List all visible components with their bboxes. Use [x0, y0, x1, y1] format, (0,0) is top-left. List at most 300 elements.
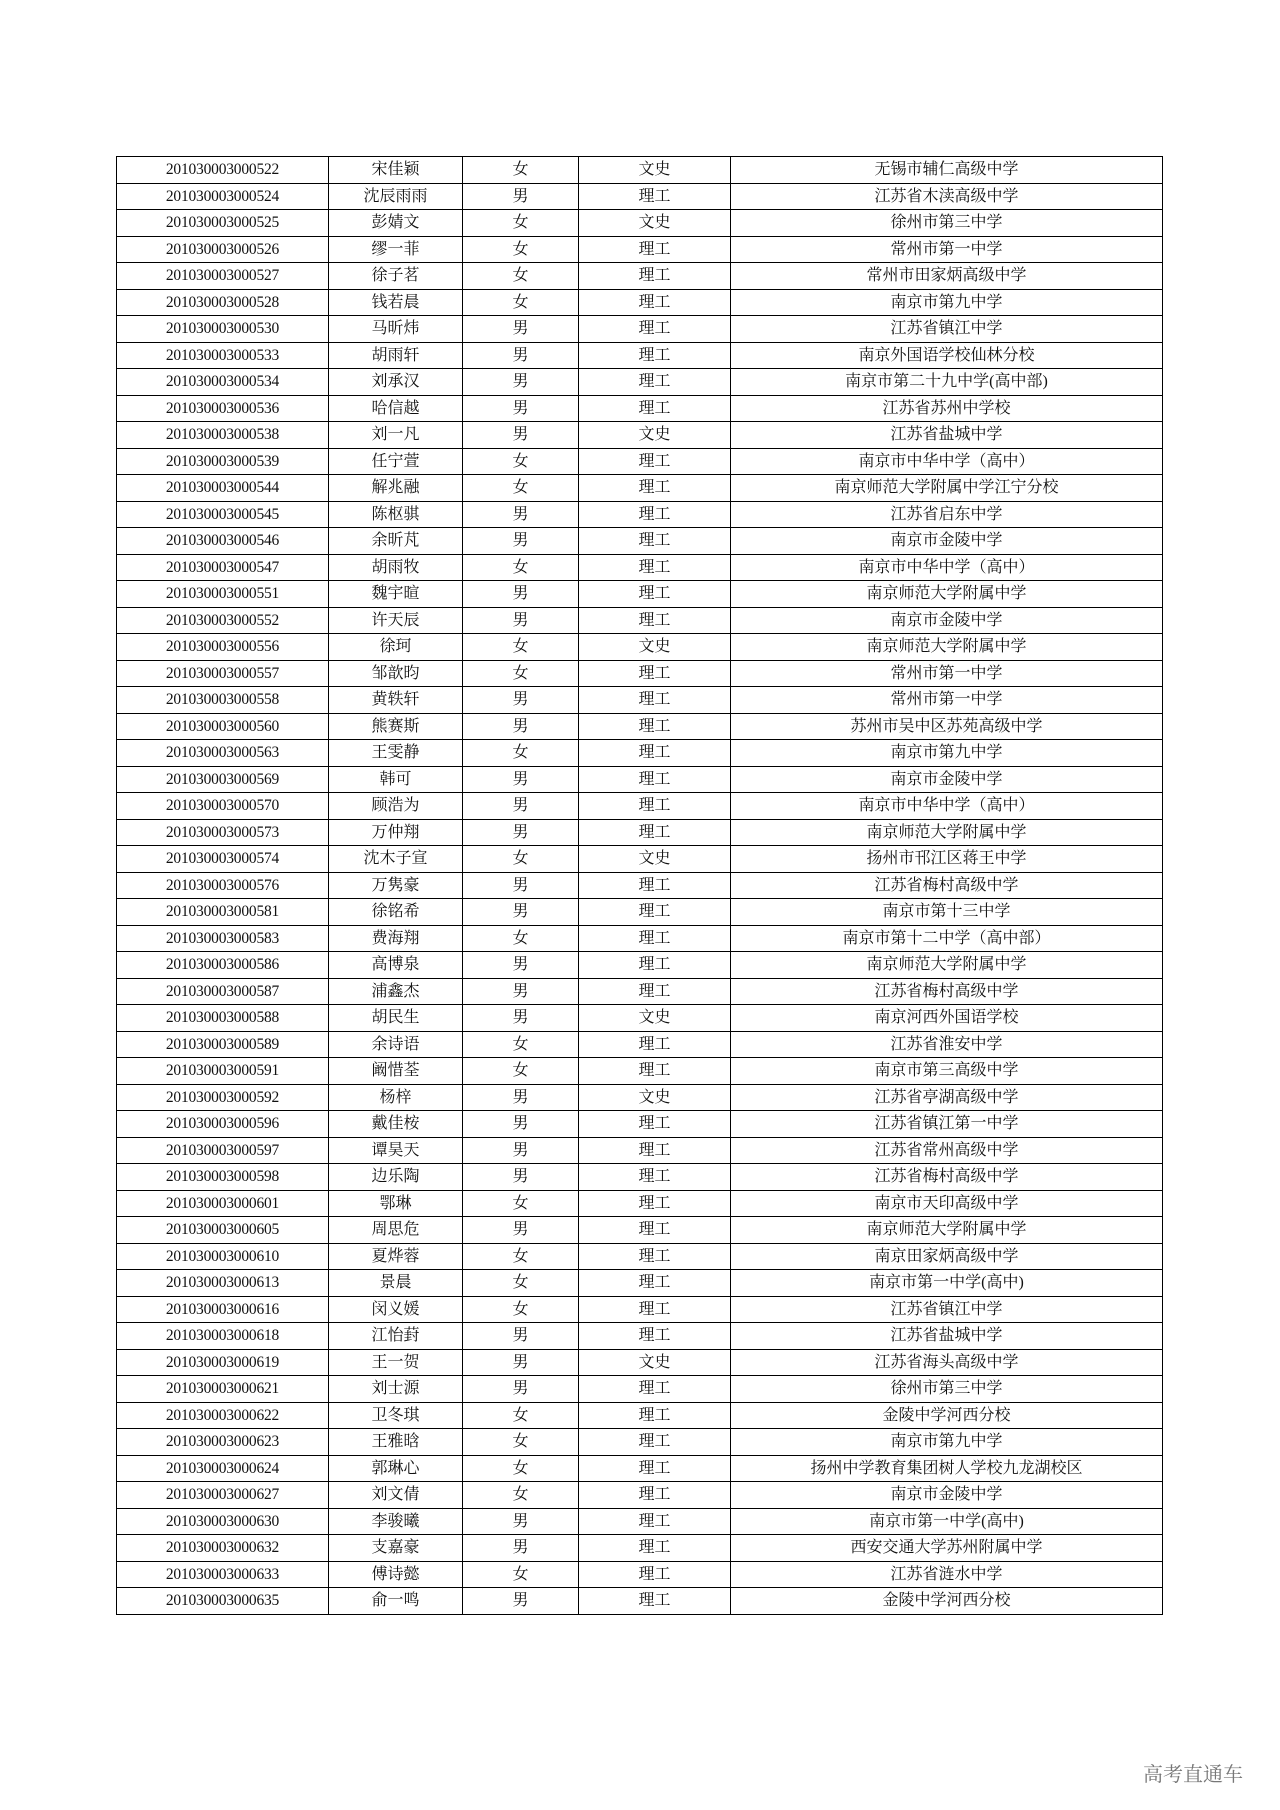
name-cell: 徐珂 — [329, 634, 463, 661]
category-cell: 理工 — [579, 713, 731, 740]
table-row — [117, 1111, 1163, 1138]
name-cell: 阚惜荃 — [329, 1058, 463, 1085]
school-cell: 扬州中学教育集团树人学校九龙湖校区 — [731, 1455, 1163, 1482]
gender-cell: 男 — [463, 1588, 579, 1615]
name-cell: 解兆融 — [329, 475, 463, 502]
gender-cell: 男 — [463, 766, 579, 793]
table-row — [117, 1137, 1163, 1164]
exam-id-cell: 201030003000613 — [117, 1270, 329, 1297]
exam-id-cell: 201030003000547 — [117, 554, 329, 581]
name-cell: 韩可 — [329, 766, 463, 793]
name-cell: 宋佳颖 — [329, 157, 463, 184]
table-row — [117, 1376, 1163, 1403]
category-cell: 理工 — [579, 236, 731, 263]
exam-id-cell: 201030003000583 — [117, 925, 329, 952]
gender-cell: 男 — [463, 1376, 579, 1403]
table-row — [117, 952, 1163, 979]
name-cell: 戴佳桉 — [329, 1111, 463, 1138]
school-cell: 常州市第一中学 — [731, 687, 1163, 714]
school-cell: 南京市第九中学 — [731, 289, 1163, 316]
name-cell: 支嘉豪 — [329, 1535, 463, 1562]
table-row — [117, 1270, 1163, 1297]
name-cell: 刘一凡 — [329, 422, 463, 449]
exam-id-cell: 201030003000624 — [117, 1455, 329, 1482]
school-cell: 江苏省木渎高级中学 — [731, 183, 1163, 210]
table-row — [117, 978, 1163, 1005]
gender-cell: 女 — [463, 925, 579, 952]
school-cell: 南京师范大学附属中学 — [731, 581, 1163, 608]
gender-cell: 男 — [463, 1164, 579, 1191]
school-cell: 南京河西外国语学校 — [731, 1005, 1163, 1032]
gender-cell: 男 — [463, 422, 579, 449]
name-cell: 刘承汉 — [329, 369, 463, 396]
category-cell: 理工 — [579, 289, 731, 316]
school-cell: 江苏省启东中学 — [731, 501, 1163, 528]
exam-id-cell: 201030003000605 — [117, 1217, 329, 1244]
exam-id-cell: 201030003000524 — [117, 183, 329, 210]
school-cell: 金陵中学河西分校 — [731, 1402, 1163, 1429]
category-cell: 理工 — [579, 342, 731, 369]
table-row — [117, 263, 1163, 290]
name-cell: 俞一鸣 — [329, 1588, 463, 1615]
school-cell: 常州市田家炳高级中学 — [731, 263, 1163, 290]
name-cell: 熊赛斯 — [329, 713, 463, 740]
school-cell: 南京市中华中学（高中） — [731, 554, 1163, 581]
table-row — [117, 581, 1163, 608]
gender-cell: 女 — [463, 660, 579, 687]
school-cell: 南京市第一中学(高中) — [731, 1508, 1163, 1535]
category-cell: 文史 — [579, 1084, 731, 1111]
category-cell: 理工 — [579, 607, 731, 634]
gender-cell: 男 — [463, 1084, 579, 1111]
table-row — [117, 369, 1163, 396]
exam-id-cell: 201030003000574 — [117, 846, 329, 873]
exam-id-cell: 201030003000530 — [117, 316, 329, 343]
table-row — [117, 1084, 1163, 1111]
gender-cell: 男 — [463, 342, 579, 369]
name-cell: 任宁萱 — [329, 448, 463, 475]
gender-cell: 女 — [463, 1243, 579, 1270]
name-cell: 高博泉 — [329, 952, 463, 979]
name-cell: 杨梓 — [329, 1084, 463, 1111]
gender-cell: 男 — [463, 793, 579, 820]
school-cell: 常州市第一中学 — [731, 236, 1163, 263]
exam-id-cell: 201030003000557 — [117, 660, 329, 687]
name-cell: 江怡葑 — [329, 1323, 463, 1350]
table-row — [117, 1482, 1163, 1509]
school-cell: 江苏省亭湖高级中学 — [731, 1084, 1163, 1111]
category-cell: 文史 — [579, 1005, 731, 1032]
table-row — [117, 1190, 1163, 1217]
table-row — [117, 1561, 1163, 1588]
gender-cell: 男 — [463, 1137, 579, 1164]
exam-id-cell: 201030003000618 — [117, 1323, 329, 1350]
table-row — [117, 422, 1163, 449]
name-cell: 胡雨轩 — [329, 342, 463, 369]
table-row — [117, 1217, 1163, 1244]
table-row — [117, 289, 1163, 316]
school-cell: 江苏省盐城中学 — [731, 1323, 1163, 1350]
exam-id-cell: 201030003000588 — [117, 1005, 329, 1032]
gender-cell: 男 — [463, 1323, 579, 1350]
exam-id-cell: 201030003000596 — [117, 1111, 329, 1138]
table-row — [117, 316, 1163, 343]
gender-cell: 男 — [463, 1005, 579, 1032]
gender-cell: 男 — [463, 1535, 579, 1562]
gender-cell: 男 — [463, 713, 579, 740]
exam-id-cell: 201030003000601 — [117, 1190, 329, 1217]
exam-id-cell: 201030003000534 — [117, 369, 329, 396]
exam-id-cell: 201030003000533 — [117, 342, 329, 369]
school-cell: 南京市金陵中学 — [731, 607, 1163, 634]
table-row — [117, 1296, 1163, 1323]
gender-cell: 女 — [463, 1296, 579, 1323]
exam-id-cell: 201030003000581 — [117, 899, 329, 926]
exam-id-cell: 201030003000635 — [117, 1588, 329, 1615]
gender-cell: 女 — [463, 1031, 579, 1058]
name-cell: 邹歆昀 — [329, 660, 463, 687]
name-cell: 边乐陶 — [329, 1164, 463, 1191]
exam-id-cell: 201030003000552 — [117, 607, 329, 634]
table-row — [117, 607, 1163, 634]
school-cell: 江苏省镇江中学 — [731, 316, 1163, 343]
exam-id-cell: 201030003000632 — [117, 1535, 329, 1562]
exam-id-cell: 201030003000522 — [117, 157, 329, 184]
gender-cell: 男 — [463, 183, 579, 210]
name-cell: 费海翔 — [329, 925, 463, 952]
exam-id-cell: 201030003000633 — [117, 1561, 329, 1588]
table-row — [117, 183, 1163, 210]
table-row — [117, 634, 1163, 661]
table-row — [117, 448, 1163, 475]
school-cell: 南京市金陵中学 — [731, 528, 1163, 555]
name-cell: 许天辰 — [329, 607, 463, 634]
gender-cell: 女 — [463, 1561, 579, 1588]
table-row — [117, 395, 1163, 422]
exam-id-cell: 201030003000597 — [117, 1137, 329, 1164]
school-cell: 南京市中华中学（高中） — [731, 793, 1163, 820]
category-cell: 理工 — [579, 183, 731, 210]
table-row — [117, 1058, 1163, 1085]
category-cell: 文史 — [579, 210, 731, 237]
table-row — [117, 766, 1163, 793]
gender-cell: 女 — [463, 634, 579, 661]
name-cell: 刘文倩 — [329, 1482, 463, 1509]
exam-id-cell: 201030003000621 — [117, 1376, 329, 1403]
exam-id-cell: 201030003000544 — [117, 475, 329, 502]
gender-cell: 女 — [463, 1482, 579, 1509]
exam-id-cell: 201030003000528 — [117, 289, 329, 316]
table-row — [117, 554, 1163, 581]
table-row — [117, 236, 1163, 263]
school-cell: 江苏省涟水中学 — [731, 1561, 1163, 1588]
exam-id-cell: 201030003000591 — [117, 1058, 329, 1085]
table-row — [117, 528, 1163, 555]
table-row — [117, 157, 1163, 184]
category-cell: 理工 — [579, 687, 731, 714]
footer-watermark: 高考直通车 — [1143, 1762, 1243, 1786]
table-row — [117, 846, 1163, 873]
gender-cell: 男 — [463, 316, 579, 343]
table-row — [117, 1031, 1163, 1058]
table-row — [117, 475, 1163, 502]
gender-cell: 男 — [463, 528, 579, 555]
exam-id-cell: 201030003000630 — [117, 1508, 329, 1535]
exam-id-cell: 201030003000570 — [117, 793, 329, 820]
name-cell: 魏宇暄 — [329, 581, 463, 608]
name-cell: 徐子茗 — [329, 263, 463, 290]
gender-cell: 女 — [463, 475, 579, 502]
school-cell: 无锡市辅仁高级中学 — [731, 157, 1163, 184]
exam-id-cell: 201030003000538 — [117, 422, 329, 449]
category-cell: 理工 — [579, 1429, 731, 1456]
category-cell: 理工 — [579, 978, 731, 1005]
name-cell: 顾浩为 — [329, 793, 463, 820]
name-cell: 傅诗懿 — [329, 1561, 463, 1588]
school-cell: 南京市第九中学 — [731, 1429, 1163, 1456]
gender-cell: 女 — [463, 289, 579, 316]
gender-cell: 男 — [463, 687, 579, 714]
gender-cell: 男 — [463, 1349, 579, 1376]
school-cell: 南京田家炳高级中学 — [731, 1243, 1163, 1270]
category-cell: 理工 — [579, 660, 731, 687]
gender-cell: 男 — [463, 369, 579, 396]
table-row — [117, 1455, 1163, 1482]
gender-cell: 女 — [463, 1190, 579, 1217]
table-row — [117, 1535, 1163, 1562]
table-row — [117, 687, 1163, 714]
name-cell: 王雯静 — [329, 740, 463, 767]
table-row — [117, 1588, 1163, 1615]
name-cell: 王雅晗 — [329, 1429, 463, 1456]
table-row — [117, 872, 1163, 899]
category-cell: 理工 — [579, 528, 731, 555]
name-cell: 浦鑫杰 — [329, 978, 463, 1005]
category-cell: 理工 — [579, 925, 731, 952]
name-cell: 万仲翔 — [329, 819, 463, 846]
school-cell: 江苏省梅村高级中学 — [731, 978, 1163, 1005]
category-cell: 理工 — [579, 1164, 731, 1191]
category-cell: 理工 — [579, 1588, 731, 1615]
name-cell: 胡民生 — [329, 1005, 463, 1032]
school-cell: 南京外国语学校仙林分校 — [731, 342, 1163, 369]
name-cell: 鄂琳 — [329, 1190, 463, 1217]
exam-id-cell: 201030003000622 — [117, 1402, 329, 1429]
school-cell: 南京市第二十九中学(高中部) — [731, 369, 1163, 396]
exam-id-cell: 201030003000558 — [117, 687, 329, 714]
table-row — [117, 1349, 1163, 1376]
category-cell: 理工 — [579, 872, 731, 899]
gender-cell: 男 — [463, 819, 579, 846]
category-cell: 文史 — [579, 1349, 731, 1376]
gender-cell: 女 — [463, 236, 579, 263]
school-cell: 江苏省淮安中学 — [731, 1031, 1163, 1058]
school-cell: 南京师范大学附属中学 — [731, 1217, 1163, 1244]
name-cell: 钱若晨 — [329, 289, 463, 316]
school-cell: 南京市第一中学(高中) — [731, 1270, 1163, 1297]
name-cell: 刘士源 — [329, 1376, 463, 1403]
gender-cell: 女 — [463, 554, 579, 581]
school-cell: 江苏省梅村高级中学 — [731, 872, 1163, 899]
table-row — [117, 342, 1163, 369]
gender-cell: 男 — [463, 1111, 579, 1138]
category-cell: 理工 — [579, 1561, 731, 1588]
category-cell: 理工 — [579, 1137, 731, 1164]
school-cell: 南京师范大学附属中学 — [731, 819, 1163, 846]
gender-cell: 女 — [463, 1270, 579, 1297]
category-cell: 理工 — [579, 1402, 731, 1429]
exam-id-cell: 201030003000551 — [117, 581, 329, 608]
exam-id-cell: 201030003000627 — [117, 1482, 329, 1509]
category-cell: 理工 — [579, 1190, 731, 1217]
gender-cell: 女 — [463, 1402, 579, 1429]
exam-id-cell: 201030003000587 — [117, 978, 329, 1005]
school-cell: 南京市金陵中学 — [731, 1482, 1163, 1509]
exam-id-cell: 201030003000616 — [117, 1296, 329, 1323]
school-cell: 江苏省常州高级中学 — [731, 1137, 1163, 1164]
table-row — [117, 1164, 1163, 1191]
name-cell: 陈枢骐 — [329, 501, 463, 528]
exam-id-cell: 201030003000526 — [117, 236, 329, 263]
school-cell: 江苏省梅村高级中学 — [731, 1164, 1163, 1191]
table-row — [117, 1402, 1163, 1429]
name-cell: 胡雨牧 — [329, 554, 463, 581]
school-cell: 金陵中学河西分校 — [731, 1588, 1163, 1615]
school-cell: 常州市第一中学 — [731, 660, 1163, 687]
gender-cell: 男 — [463, 395, 579, 422]
exam-id-cell: 201030003000589 — [117, 1031, 329, 1058]
name-cell: 沈木子宣 — [329, 846, 463, 873]
name-cell: 马昕炜 — [329, 316, 463, 343]
school-cell: 南京市天印高级中学 — [731, 1190, 1163, 1217]
school-cell: 扬州市邗江区蒋王中学 — [731, 846, 1163, 873]
exam-id-cell: 201030003000569 — [117, 766, 329, 793]
name-cell: 徐铭希 — [329, 899, 463, 926]
category-cell: 理工 — [579, 1376, 731, 1403]
school-cell: 徐州市第三中学 — [731, 210, 1163, 237]
gender-cell: 男 — [463, 899, 579, 926]
category-cell: 理工 — [579, 766, 731, 793]
gender-cell: 女 — [463, 210, 579, 237]
exam-id-cell: 201030003000573 — [117, 819, 329, 846]
name-cell: 哈信越 — [329, 395, 463, 422]
table-row — [117, 819, 1163, 846]
school-cell: 江苏省海头高级中学 — [731, 1349, 1163, 1376]
school-cell: 南京师范大学附属中学 — [731, 952, 1163, 979]
table-row — [117, 899, 1163, 926]
category-cell: 理工 — [579, 1031, 731, 1058]
gender-cell: 女 — [463, 1429, 579, 1456]
table-row — [117, 1323, 1163, 1350]
school-cell: 南京师范大学附属中学江宁分校 — [731, 475, 1163, 502]
category-cell: 文史 — [579, 157, 731, 184]
school-cell: 南京师范大学附属中学 — [731, 634, 1163, 661]
school-cell: 南京市第十三中学 — [731, 899, 1163, 926]
name-cell: 夏烨蓉 — [329, 1243, 463, 1270]
school-cell: 南京市金陵中学 — [731, 766, 1163, 793]
category-cell: 理工 — [579, 554, 731, 581]
exam-id-cell: 201030003000586 — [117, 952, 329, 979]
table-row — [117, 925, 1163, 952]
category-cell: 理工 — [579, 369, 731, 396]
category-cell: 理工 — [579, 475, 731, 502]
category-cell: 理工 — [579, 448, 731, 475]
exam-id-cell: 201030003000598 — [117, 1164, 329, 1191]
table-row — [117, 713, 1163, 740]
gender-cell: 男 — [463, 581, 579, 608]
category-cell: 理工 — [579, 1111, 731, 1138]
category-cell: 理工 — [579, 793, 731, 820]
name-cell: 谭昊天 — [329, 1137, 463, 1164]
table-body — [117, 157, 1163, 1615]
name-cell: 缪一菲 — [329, 236, 463, 263]
table-row — [117, 210, 1163, 237]
name-cell: 余诗语 — [329, 1031, 463, 1058]
exam-id-cell: 201030003000610 — [117, 1243, 329, 1270]
category-cell: 理工 — [579, 263, 731, 290]
table-row — [117, 1508, 1163, 1535]
exam-id-cell: 201030003000556 — [117, 634, 329, 661]
name-cell: 黄轶轩 — [329, 687, 463, 714]
category-cell: 理工 — [579, 1535, 731, 1562]
name-cell: 周思危 — [329, 1217, 463, 1244]
category-cell: 理工 — [579, 1217, 731, 1244]
category-cell: 文史 — [579, 422, 731, 449]
exam-id-cell: 201030003000545 — [117, 501, 329, 528]
gender-cell: 男 — [463, 607, 579, 634]
school-cell: 江苏省苏州中学校 — [731, 395, 1163, 422]
exam-id-cell: 201030003000546 — [117, 528, 329, 555]
category-cell: 文史 — [579, 634, 731, 661]
name-cell: 余昕芃 — [329, 528, 463, 555]
school-cell: 江苏省镇江中学 — [731, 1296, 1163, 1323]
school-cell: 南京市第三高级中学 — [731, 1058, 1163, 1085]
exam-id-cell: 201030003000527 — [117, 263, 329, 290]
gender-cell: 女 — [463, 448, 579, 475]
school-cell: 江苏省盐城中学 — [731, 422, 1163, 449]
exam-id-cell: 201030003000539 — [117, 448, 329, 475]
gender-cell: 女 — [463, 263, 579, 290]
name-cell: 景晨 — [329, 1270, 463, 1297]
gender-cell: 男 — [463, 978, 579, 1005]
category-cell: 文史 — [579, 846, 731, 873]
exam-id-cell: 201030003000623 — [117, 1429, 329, 1456]
category-cell: 理工 — [579, 819, 731, 846]
gender-cell: 男 — [463, 872, 579, 899]
table-row — [117, 501, 1163, 528]
category-cell: 理工 — [579, 581, 731, 608]
gender-cell: 女 — [463, 1058, 579, 1085]
name-cell: 卫冬琪 — [329, 1402, 463, 1429]
name-cell: 王一贺 — [329, 1349, 463, 1376]
name-cell: 万隽豪 — [329, 872, 463, 899]
table-row — [117, 1429, 1163, 1456]
gender-cell: 女 — [463, 1455, 579, 1482]
name-cell: 彭婧文 — [329, 210, 463, 237]
name-cell: 李骏曦 — [329, 1508, 463, 1535]
gender-cell: 女 — [463, 846, 579, 873]
table-row — [117, 793, 1163, 820]
exam-id-cell: 201030003000619 — [117, 1349, 329, 1376]
name-cell: 沈辰雨雨 — [329, 183, 463, 210]
gender-cell: 男 — [463, 501, 579, 528]
gender-cell: 男 — [463, 1217, 579, 1244]
exam-id-cell: 201030003000576 — [117, 872, 329, 899]
category-cell: 理工 — [579, 1508, 731, 1535]
exam-id-cell: 201030003000560 — [117, 713, 329, 740]
gender-cell: 女 — [463, 157, 579, 184]
table-row — [117, 660, 1163, 687]
